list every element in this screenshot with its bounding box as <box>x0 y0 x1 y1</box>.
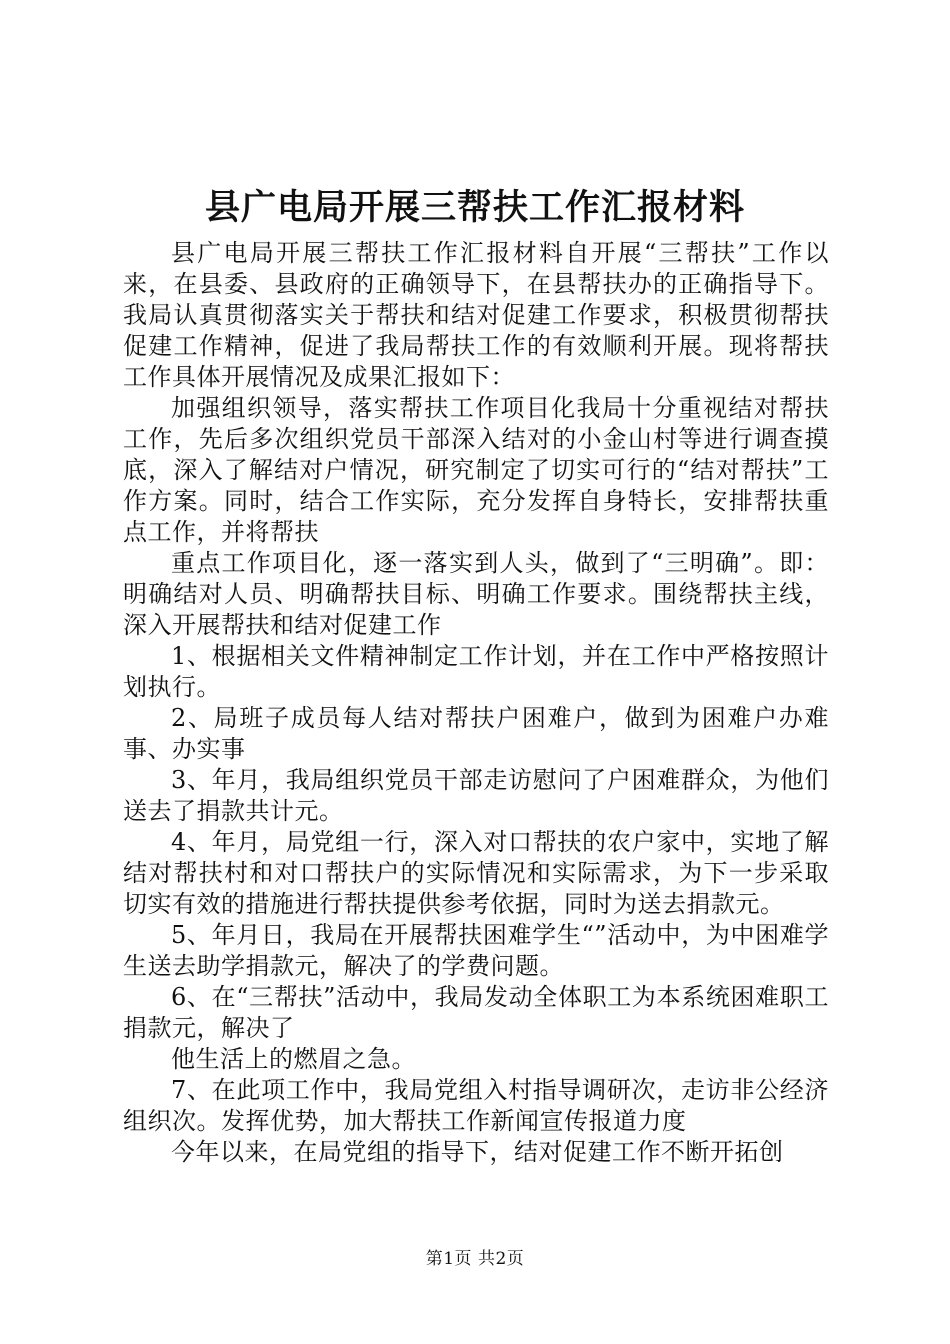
document-body <box>123 238 829 1168</box>
paragraph-12: 今年以来，在局党组的指导下，结对促建工作不断开拓创 <box>171 1138 784 1166</box>
paragraph-10: 他生活上的燃眉之急。 <box>171 1045 416 1073</box>
paragraph-8: 5、年月日，我局在开展帮扶困难学生“”活动中，为中困难学生送去助学捐款元，解决了的学费问题。 <box>123 921 829 980</box>
paragraph-11: 7、在此项工作中，我局党组入村指导调研次，走访非公经济组织次。发挥优势，加大帮扶工作新闻宣传报道力度 <box>123 1076 829 1135</box>
paragraph-7: 4、年月，局党组一行，深入对口帮扶的农户家中，实地了解结对帮扶村和对口帮扶户的实际情况和实际需求，为下一步采取切实有效的措施进行帮扶提供参考依据，同时为送去捐款元。 <box>123 828 829 918</box>
paragraph-9: 6、在“三帮扶”活动中，我局发动全体职工为本系统困难职工捐款元，解决了 <box>123 983 829 1042</box>
paragraph-5: 2、局班子成员每人结对帮扶户困难户，做到为困难户办难事、办实事 <box>123 704 829 763</box>
paragraph-4: 1、根据相关文件精神制定工作计划，并在工作中严格按照计划执行。 <box>123 642 829 701</box>
page-number-footer: 第1页 共2页 <box>425 1249 525 1269</box>
document-title: 县广电局开展三帮扶工作汇报材料 <box>204 187 745 228</box>
paragraph-3: 重点工作项目化，逐一落实到人头，做到了“三明确”。即：明确结对人员、明确帮扶目标、明确工作要求。围绕帮扶主线，深入开展帮扶和结对促建工作 <box>123 549 829 639</box>
paragraph-6: 3、年月，我局组织党员干部走访慰问了户困难群众，为他们送去了捐款共计元。 <box>123 766 829 825</box>
paragraph-1: 县广电局开展三帮扶工作汇报材料自开展“三帮扶”工作以来，在县委、县政府的正确领导下，在县帮扶办的正确指导下。我局认真贯彻落实关于帮扶和结对促建工作要求，积极贯彻帮扶促建工作精神，促进了我局帮扶工作的有效顺利开展。现将帮扶工作具体开展情况及成果汇报如下： <box>123 239 829 391</box>
paragraph-2: 加强组织领导，落实帮扶工作项目化我局十分重视结对帮扶工作，先后多次组织党员干部深入结对的小金山村等进行调查摸底，深入了解结对户情况，研究制定了切实可行的“结对帮扶”工作方案。同时，结合工作实际，充分发挥自身特长，安排帮扶重点工作，并将帮扶 <box>123 394 829 546</box>
